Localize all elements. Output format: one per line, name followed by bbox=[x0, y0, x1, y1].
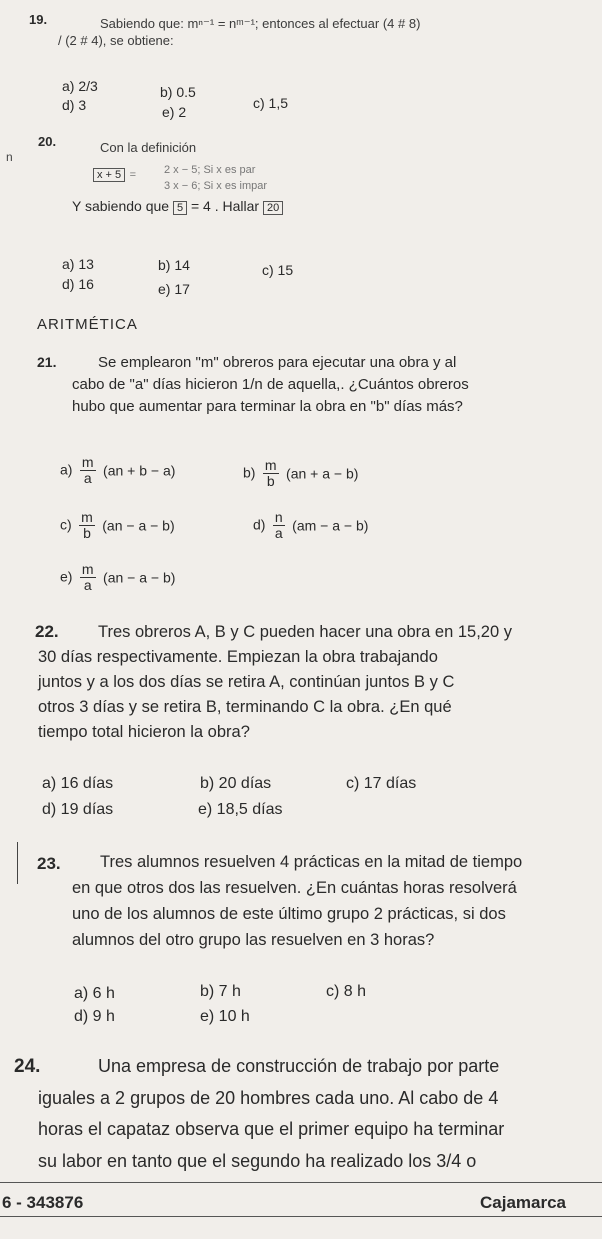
fraction-numerator: m bbox=[264, 457, 277, 473]
q23-stem-line3: uno de los alumnos de este último grupo 2 prácticas, si dos bbox=[72, 905, 506, 923]
q21-option-c-label: c) bbox=[60, 516, 72, 533]
q24-stem-line2: iguales a 2 grupos de 20 hombres cada uno. Al cabo de 4 bbox=[38, 1088, 499, 1108]
q21-option-a-expr: (an + b − a) bbox=[103, 462, 176, 479]
q22-option-b: b) 20 días bbox=[200, 775, 272, 792]
q20-option-d: d) 16 bbox=[62, 276, 94, 292]
q21-option-e bbox=[60, 562, 175, 593]
q21-stem-line2: cabo de "a" días hicieron 1/n de aquella,. ¿Cuántos obreros bbox=[72, 376, 469, 393]
q22-stem-line3: juntos y a los dos días se retira A, continúan juntos B y C bbox=[38, 673, 455, 691]
footer-rule-top bbox=[0, 1182, 602, 1183]
margin-mark: n bbox=[6, 150, 13, 164]
q20-given-box: 5 bbox=[173, 201, 187, 215]
q20-definition bbox=[93, 165, 136, 183]
q19-number: 19. bbox=[29, 12, 48, 27]
q23-stem-line4: alumnos del otro grupo las resuelven en 3 horas? bbox=[72, 931, 435, 949]
q20-def-equals: = bbox=[129, 169, 137, 181]
footer-rule-bottom bbox=[0, 1216, 602, 1217]
q20-number: 20. bbox=[38, 134, 57, 149]
q23-option-e: e) 10 h bbox=[200, 1008, 250, 1025]
q22-stem-line1: Tres obreros A, B y C pueden hacer una obra en 15,20 y bbox=[98, 623, 512, 641]
q19-option-c: c) 1,5 bbox=[253, 95, 289, 111]
fraction-denominator: a bbox=[274, 525, 283, 541]
q19-option-a: a) 2/3 bbox=[62, 78, 98, 94]
fraction-denominator: a bbox=[83, 577, 92, 593]
q23-option-b: b) 7 h bbox=[200, 983, 241, 1000]
q21-option-b bbox=[243, 458, 358, 489]
fraction-denominator: a bbox=[83, 470, 92, 486]
q21-option-e-fraction bbox=[80, 562, 96, 593]
section-title: ARITMÉTICA bbox=[37, 316, 138, 333]
q22-number: 22. bbox=[35, 622, 59, 641]
q23-option-c: c) 8 h bbox=[326, 983, 367, 1000]
q24-stem-line4: su labor en tanto que el segundo ha realizado los 3/4 o bbox=[38, 1151, 477, 1171]
q22-stem-line4: otros 3 días y se retira B, terminando C la obra. ¿En qué bbox=[38, 698, 452, 716]
q21-stem-line3: hubo que aumentar para terminar la obra en "b" días más? bbox=[72, 398, 463, 415]
q23-stem-line1: Tres alumnos resuelven 4 prácticas en la mitad de tiempo bbox=[100, 853, 523, 871]
q21-option-d bbox=[253, 510, 368, 541]
q20-option-c: c) 15 bbox=[262, 262, 294, 278]
fraction-numerator: m bbox=[81, 454, 94, 470]
q19-stem-line1: Sabiendo que: mⁿ⁻¹ = nᵐ⁻¹; entonces al efectuar (4 # 8) bbox=[100, 16, 421, 31]
q21-option-d-expr: (am − a − b) bbox=[292, 517, 369, 534]
q23-option-d: d) 9 h bbox=[74, 1008, 115, 1025]
q23-option-a: a) 6 h bbox=[74, 985, 115, 1002]
q20-find-box: 20 bbox=[263, 201, 283, 215]
q19-option-b: b) 0.5 bbox=[160, 84, 196, 100]
fraction-denominator: b bbox=[266, 473, 275, 489]
q21-option-b-expr: (an + a − b) bbox=[286, 465, 359, 482]
q20-def-box: x + 5 bbox=[93, 168, 125, 182]
q21-option-e-label: e) bbox=[60, 568, 73, 585]
q20-option-a: a) 13 bbox=[62, 256, 94, 272]
q19-stem-line2: / (2 # 4), se obtiene: bbox=[58, 33, 174, 48]
q20-def-case2: 3 x − 6; Si x es impar bbox=[164, 180, 268, 192]
q21-option-b-label: b) bbox=[243, 464, 256, 481]
q24-stem-line1: Una empresa de construcción de trabajo por parte bbox=[98, 1056, 500, 1076]
q20-def-cases bbox=[164, 162, 267, 194]
q21-option-a-label: a) bbox=[60, 461, 73, 478]
q23-number: 23. bbox=[37, 854, 61, 873]
q21-number: 21. bbox=[37, 354, 57, 370]
q20-option-e: e) 17 bbox=[158, 281, 190, 297]
q19-option-d: d) 3 bbox=[62, 97, 87, 113]
q21-option-c-fraction bbox=[79, 510, 95, 541]
q20-stem: Con la definición bbox=[100, 140, 197, 155]
q24-stem-line3: horas el capataz observa que el primer equipo ha terminar bbox=[38, 1119, 505, 1139]
q23-stem-line2: en que otros dos las resuelven. ¿En cuántas horas resolverá bbox=[72, 879, 517, 897]
q22-option-e: e) 18,5 días bbox=[198, 801, 283, 818]
fraction-numerator: m bbox=[81, 561, 94, 577]
q21-option-b-fraction bbox=[263, 458, 279, 489]
footer-phone: 6 - 343876 bbox=[2, 1193, 84, 1212]
q19-option-e: e) 2 bbox=[162, 104, 187, 120]
q20-given-rest: = 4 . Hallar bbox=[190, 198, 260, 214]
margin-line bbox=[17, 842, 18, 884]
q21-option-e-expr: (an − a − b) bbox=[103, 569, 176, 586]
q20-given-text: Y sabiendo que bbox=[72, 198, 170, 214]
fraction-denominator: b bbox=[83, 525, 91, 541]
q21-option-a-fraction bbox=[80, 455, 96, 486]
q22-option-a: a) 16 días bbox=[42, 775, 114, 792]
q21-option-d-label: d) bbox=[253, 516, 266, 533]
q20-def-case1: 2 x − 5; Si x es par bbox=[164, 164, 256, 176]
footer-city: Cajamarca bbox=[480, 1193, 567, 1212]
fraction-numerator: m bbox=[81, 509, 93, 525]
fraction-numerator: n bbox=[274, 509, 283, 525]
q21-option-c bbox=[60, 510, 175, 541]
q22-stem-line5: tiempo total hicieron la obra? bbox=[38, 723, 250, 741]
q21-option-c-expr: (an − a − b) bbox=[102, 517, 175, 534]
q21-option-d-fraction bbox=[273, 510, 285, 541]
q24-number: 24. bbox=[14, 1056, 41, 1077]
q21-stem-line1: Se emplearon "m" obreros para ejecutar una obra y al bbox=[98, 354, 457, 371]
q22-stem-line2: 30 días respectivamente. Empiezan la obra trabajando bbox=[38, 648, 438, 666]
q20-option-b: b) 14 bbox=[158, 257, 190, 273]
q20-given bbox=[72, 198, 283, 215]
q21-option-a bbox=[60, 455, 175, 486]
q22-option-c: c) 17 días bbox=[346, 775, 417, 792]
q22-option-d: d) 19 días bbox=[42, 801, 114, 818]
